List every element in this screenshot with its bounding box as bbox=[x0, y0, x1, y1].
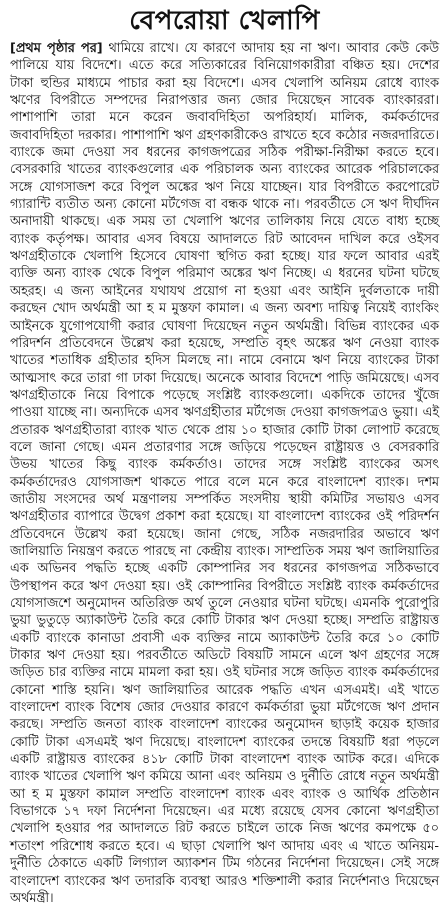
article-body bbox=[10, 40, 439, 907]
article-headline: বেপরোয়া খেলাপি bbox=[129, 6, 320, 36]
article-text: থামিয়ে রাখে। যে কারণে আদায় হয় না ঋণ। আবার কেউ কেউ পালিয়ে যায় বিদেশে। এতে করে সত্যিকারের বিনিয়োগকারীরা বঞ্চিত হয়। দেশের টাকা হুন্ডির মাধ্যমে পাচার করা হয় বিদেশে। এসব খেলাপি অনিয়ম রোধে ব্যাংক ঋণের বিপরীতে সম্পদের নিরাপত্তার জন্য জোর দিয়েছেন সাবেক ব্যাংকাররা। পাশাপাশি তারা মনে করেন জবাবদিহিতা অপরিহার্য। মালিক, কর্মকর্তাদের জবাবদিহিতা দরকার। পাশাপাশি ঋণ গ্রহণকারীকেও রাখতে হবে কঠোর নজরদারিতে। ব্যাংকে জমা দেওয়া সব ধরনের কাগজপত্রের সঠিক পরীক্ষা-নিরীক্ষা করতে হবে। বেসরকারি খাতের ব্যাংকগুলোর এক পরিচালক অন্য ব্যাংকের আরেক পরিচালকের সঙ্গে যোগসাজশ করে বিপুল অঙ্কের ঋণ নিয়ে যাচ্ছেন। যার বিপরীতে করপোরেট গ্যারান্টি ব্যতীত অন্য কোনো মর্টগেজ বা বন্ধক থাকে না। পরবর্তীতে সে ঋণ দীর্ঘদিন অনাদায়ী থাকছে। এক সময় তা খেলাপি ঋণের তালিকায় নিয়ে যেতে বাধ্য হচ্ছে ব্যাংক কর্তৃপক্ষ। আবার এসব বিষয়ে আদালতে রিট আবেদন দাখিল করে ওইসব ঋণগ্রহীতাকে খেলাপি হিসেবে ঘোষণা স্থগিত করা হচ্ছে। যার ফলে আবার এরই ব্যক্তি অন্য ব্যাংক থেকে বিপুল পরিমাণ অঙ্কের ঋণ নিচ্ছে। এ ধরনের ঘটনা ঘটছে অহরহ। এ জন্য আইনের যথাযথ প্রয়োগ না হওয়া এবং আইনি দুর্বলতাকে দায়ী করছেন খোদ অর্থমন্ত্রী আ হ ম মুস্তফা কামাল। এ জন্য অবশ্য দায়িত্ব নিয়েই ব্যাংকিং আইনকে যুগোপযোগী করার ঘোষণা দিয়েছেন নতুন অর্থমন্ত্রী। বিভিন্ন ব্যাংকের এক পরিদর্শন প্রতিবেদনে উল্লেখ করা হয়েছে, সম্প্রতি বৃহৎ অঙ্কের ঋণ নেওয়া ব্যাংক খাতের শতাধিক গ্রহীতার হদিস মিলছে না। নামে বেনামে ঋণ নিয়ে ব্যাংকের টাকা আত্মসাৎ করে তারা গা ঢাকা দিয়েছে। অনেকে আবার বিদেশে পাড়ি জমিয়েছে। এসব ঋণগ্রহীতাকে নিয়ে বিপাকে পড়েছে সংশ্লিষ্ট ব্যাংকগুলো। একদিকে তাদের খুঁজে পাওয়া যাচ্ছে না। অন্যদিকে এসব ঋণগ্রহীতার মর্টগেজ দেওয়া কাগজপত্রও ভুয়া। এই প্রতারক ঋণগ্রহীতারা ব্যাংক খাত থেকে প্রায় ১০ হাজার কোটি টাকা লোপাট করেছে বলে জানা গেছে। এমন প্রতারণার সঙ্গে জড়িয়ে পড়েছেন রাষ্ট্রায়ত্ত ও বেসরকারি উভয় খাতের কিছু ব্যাংক কর্মকর্তাও। তাদের সঙ্গে সংশ্লিষ্ট ব্যাংকের অসৎ কর্মকর্তাদেরও যোগসাজশ থাকতে পারে বলে মনে করে বাংলাদেশ ব্যাংক। দশম জাতীয় সংসদের অর্থ মন্ত্রণালয় সম্পর্কিত সংসদীয় স্থায়ী কমিটির সভায়ও এসব ঋণগ্রহীতার ব্যাপারে উদ্বেগ প্রকাশ করা হয়েছে। যা বাংলাদেশ ব্যাংকের ওই পরিদর্শন প্রতিবেদনে উল্লেখ করা হয়েছে। জানা গেছে, সঠিক নজরদারির অভাবে ঋণ জালিয়াতি নিয়ন্ত্রণ করতে পারছে না কেন্দ্রীয় ব্যাংক। সাম্প্রতিক সময় ঋণ জালিয়াতির এক অভিনব পদ্ধতি হচ্ছে একটি কোম্পানির সব ধরনের কাগজপত্র সঠিকভাবে উপস্থাপন করে ঋণ দেওয়া হয়। ওই কোম্পানির বিপরীতে সংশ্লিষ্ট ব্যাংক কর্মকর্তাদের যোগসাজশে অনুমোদন অতিরিক্ত অর্থ তুলে নেওয়ার ঘটনা ঘটছে। এমনকি পুরোপুরি ভুয়া ভুতুড়ে অ্যাকাউন্ট তৈরি করে কোটি টাকার ঋণ দেওয়া হচ্ছে। সম্প্রতি রাষ্ট্রায়ত্ত একটি ব্যাংকে কানাডা প্রবাসী এক ব্যক্তির নামে অ্যাকাউন্ট তৈরি করে ১০ কোটি টাকার ঋণ দেওয়া হয়। পরবর্তীতে অডিটে বিষয়টি সামনে এলে ঋণ গ্রহণের সঙ্গে জড়িত চার ব্যক্তির নামে মামলা করা হয়। ওই ঘটনার সঙ্গে জড়িত ব্যাংক কর্মকর্তাদের কোনো শাস্তি হয়নি। ঋণ জালিয়াতির আরেক পদ্ধতি এখন এসএমই। এই খাতে বাংলাদেশ ব্যাংক বিশেষ জোর দেওয়ার কারণে কর্মকর্তারা ভুয়া মর্টগেজে ঋণ প্রদান করছে। সম্প্রতি জনতা ব্যাংক বাংলাদেশ ব্যাংকের অনুমোদন ছাড়াই কয়েক হাজার কোটি টাকা এসএমই ঋণ দিয়েছে। বাংলাদেশ ব্যাংকের তদন্তে বিষয়টি ধরা পড়লে একটি রাষ্ট্রায়ত্ত ব্যাংকের ৪১৮ কোটি টাকা বাংলাদেশ ব্যাংক আটক করে। এদিকে ব্যাংক খাতের খেলাপি ঋণ কমিয়ে আনা এবং অনিয়ম ও দুর্নীতি রোধে নতুন অর্থমন্ত্রী আ হ ম মুস্তফা কামাল সম্প্রতি বাংলাদেশ ব্যাংক এবং ব্যাংক ও আর্থিক প্রতিষ্ঠান বিভাগকে ১৭ দফা নির্দেশনা দিয়েছেন। এর মধ্যে রয়েছে যেসব কোনো ঋণগ্রহীতা খেলাপি হওয়ার পর আদালতে রিট করতে চাইলে তাকে নিজ ঋণের কমপক্ষে ৫০ শতাংশ পরিশোধ করতে হবে। এ ছাড়া খেলাপি ঋণ আদায় এবং এ খাতে অনিয়ম-দুর্নীতি ঠেকাতে একটি লিগ্যাল অ্যাকশন টিম গঠনের নির্দেশনা দিয়েছেন। সেই সঙ্গে বাংলাদেশ ব্যাংকের ঋণ তদারকি ব্যবস্থা আরও শক্তিশালী করার নির্দেশনাও দিয়েছেন অর্থমন্ত্রী। bbox=[10, 41, 439, 906]
continued-from-front-page-tag: [প্রথম পৃষ্ঠার পর] bbox=[10, 41, 103, 56]
